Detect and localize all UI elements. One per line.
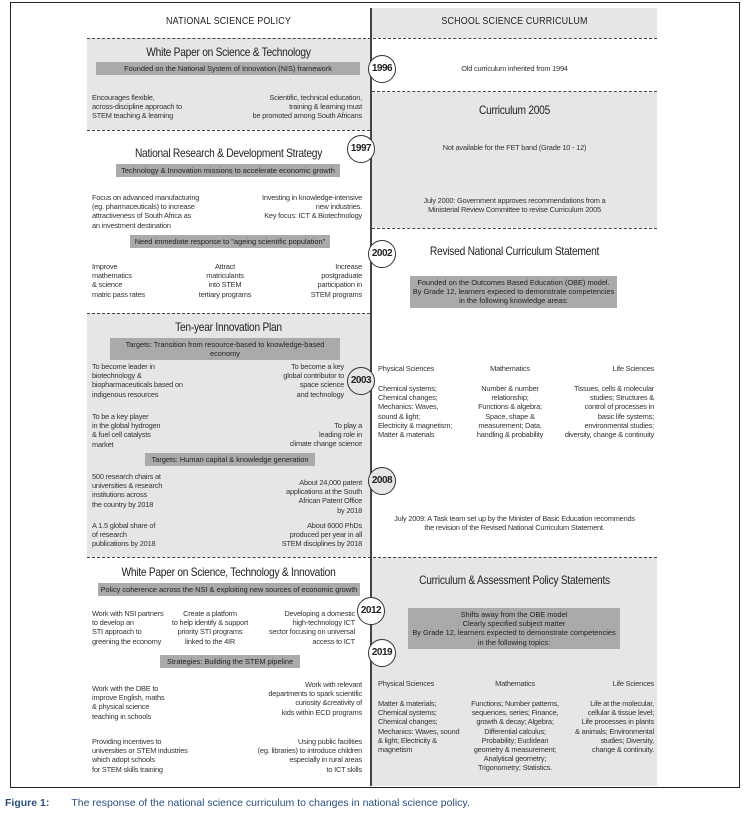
caps-bar: Shifts away from the OBE model Clearly specified subject matter By Grade 12, learners expected to demonstrate competencies in the following topics: [408, 608, 620, 649]
caps-physical: Matter & materials; Chemical systems; Chemical changes; Mechanics: Waves, sound & light; Electricity & magnetism [378, 699, 460, 755]
nrds-bar: Technology & Innovation missions to accelerate economic growth [116, 164, 340, 177]
wp2012-col3: Developing a domestic high-technology ICT sector focusing on universal access to ICT [268, 609, 355, 646]
c2005-title: Curriculum 2005 [478, 103, 551, 117]
tenyear-bar: Targets: Transition from resource-based to knowledge-based economy [110, 338, 340, 360]
tenyear-bar2: Targets: Human capital & knowledge generation [145, 453, 315, 466]
nrds-col3: Increase postgraduate participation in STEM programs [310, 262, 362, 299]
wp2012-right1: Work with relevant departments to spark scientific curiosity &creativity of kids within ECD programs [268, 680, 362, 717]
wp1996-bar: Founded on the National System of Innovation (NIS) framework [96, 62, 360, 75]
tenyear-right4: About 6000 PhDs produced per year in all STEM disciplines by 2018 [281, 521, 362, 549]
nrds-left: Focus on advanced manufacturing (eg. pharmaceuticals) to increase attractiveness of South Africa as an investment destination [92, 193, 200, 230]
nrds-title: National Research & Development Strategy [134, 146, 323, 160]
divider [87, 557, 657, 558]
caps-subject-maths: Mathematics [495, 679, 535, 688]
year-marker-1996: 1996 [368, 55, 396, 83]
tenyear-left4: A 1.5 global share of of research publications by 2018 [92, 521, 156, 549]
rncs-subject-life: Life Sciences [612, 364, 654, 373]
year-marker-2019: 2019 [368, 639, 396, 667]
year-marker-2008: 2008 [368, 467, 396, 495]
timeline-line [370, 8, 372, 786]
caps-title: Curriculum & Assessment Policy Statements [419, 573, 610, 587]
caption-text: The response of the national science curriculum to changes in national science policy. [71, 797, 470, 809]
wp1996-right: Scientific, technical education, training & learning must be promoted among South Africans [252, 93, 362, 121]
c2005-text2: July 2000: Government approves recommendations from a Ministerial Review Committee to revise Curriculum 2005 [423, 196, 606, 215]
rncs-life: Tissues, cells & molecular studies; Structures & control of processes in basic life systems; environmental studies; diversity, change & continuity [564, 384, 654, 440]
rncs-title: Revised National Curriculum Statement [429, 244, 600, 258]
nrds-col1: Improve mathematics & science matric pass rates [92, 262, 145, 299]
wp2012-bar2: Strategies: Building the STEM pipeline [160, 655, 300, 668]
c2005-text1: Not available for the FET band (Grade 10 - 12) [442, 143, 587, 152]
year-marker-2012: 2012 [357, 597, 385, 625]
wp2012-bar: Policy coherence across the NSI & exploiting new sources of economic growth [98, 583, 360, 596]
caps-maths: Functions; Number patterns, sequences, series; Finance, growth & decay; Algebra; Differential calculus; Probability; Euclidean geometry & measurement; Analytical geometry; Trigonometry; Statistics. [471, 699, 559, 773]
wp2012-left2: Providing incentives to universities or STEM industries which adopt schools for STEM skills training [92, 737, 188, 774]
nrds-right: Investing in knowledge-intensive new industries. Key focus: ICT & Biotechnology [261, 193, 362, 221]
curriculum-header: SCHOOL SCIENCE CURRICULUM [441, 15, 588, 27]
tenyear-left3: 500 research chairs at universities & research institutions across the country by 2018 [92, 472, 163, 509]
divider [372, 91, 657, 92]
divider [372, 228, 657, 229]
rncs-2009-text: July 2009: A Task team set up by the Minister of Basic Education recommends the revision of the Revised National Curriculum Statement. [394, 514, 635, 533]
rncs-subject-maths: Mathematics [490, 364, 530, 373]
caps-subject-physical: Physical Sciences [378, 679, 435, 688]
wp2012-col1: Work with NSI partners to develop an STI approach to greening the economy [92, 609, 164, 646]
wp1996-title: White Paper on Science & Technology [146, 45, 311, 59]
tenyear-right1: To become a key global contributor to space science and technology [283, 362, 344, 399]
tenyear-title: Ten-year Innovation Plan [175, 320, 282, 334]
policy-header: NATIONAL SCIENCE POLICY [166, 15, 291, 27]
caps-subject-life: Life Sciences [612, 679, 654, 688]
rncs-bar: Founded on the Outcomes Based Education (OBE) model. By Grade 12, learners expeced to demonstrate competencies in the following knowledge areas: [410, 276, 617, 308]
caption-label: Figure 1: [5, 797, 50, 809]
rncs-maths: Number & number relationship; Functions & algebra; Space, shape & measurement; Data, handling & probability [476, 384, 544, 440]
wp2012-right2: Using public facilities (eg. libraries) to introduce children especially in rural areas to ICT skills [257, 737, 362, 774]
year-marker-2002: 2002 [368, 240, 396, 268]
nrds-col2: Attract matriculants into STEM tertiary programs [198, 262, 252, 299]
tenyear-right2: To play a leading role in climate change science [289, 421, 362, 449]
tenyear-right3: About 24,000 patent applications at the South African Patent Office by 2018 [286, 478, 362, 515]
wp1996-left: Encourages flexible, across-discipline approach to STEM teaching & learning [92, 93, 182, 121]
figure-caption [5, 797, 470, 809]
divider [87, 130, 370, 131]
year-marker-2003: 2003 [347, 367, 375, 395]
rncs-subject-physical: Physical Sciences [378, 364, 435, 373]
divider [87, 38, 657, 39]
wp2012-title: White Paper on Science, Technology & Innovation [121, 565, 336, 579]
tenyear-left2: To be a key player in the global hydrogen & fuel cell catalysts market [92, 412, 161, 449]
rncs-physical: Chemical systems; Chemical changes; Mechanics: Waves, sound & light; Electricity & magnetism; Matter & materials [378, 384, 453, 440]
divider [87, 313, 370, 314]
old-curriculum-text: Old curriculum inherited from 1994 [461, 64, 568, 73]
year-marker-1997: 1997 [347, 135, 375, 163]
wp2012-col2: Create a platform to help identify & support priority STI programs linked to the 4IR [171, 609, 249, 646]
caps-life: Life at the molecular, cellular & tissue level; Life processes in plants & animals; Environmental studies; Diversity, change & continuity. [575, 699, 654, 755]
tenyear-left1: To become leader in biotechnology & biopharmaceuticals based on indigenous resources [92, 362, 183, 399]
wp2012-left1: Work with the DBE to improve English, maths & physical science teaching in schools [92, 684, 165, 721]
nrds-bar2: Need immediate response to "ageing scientific population" [130, 235, 330, 248]
